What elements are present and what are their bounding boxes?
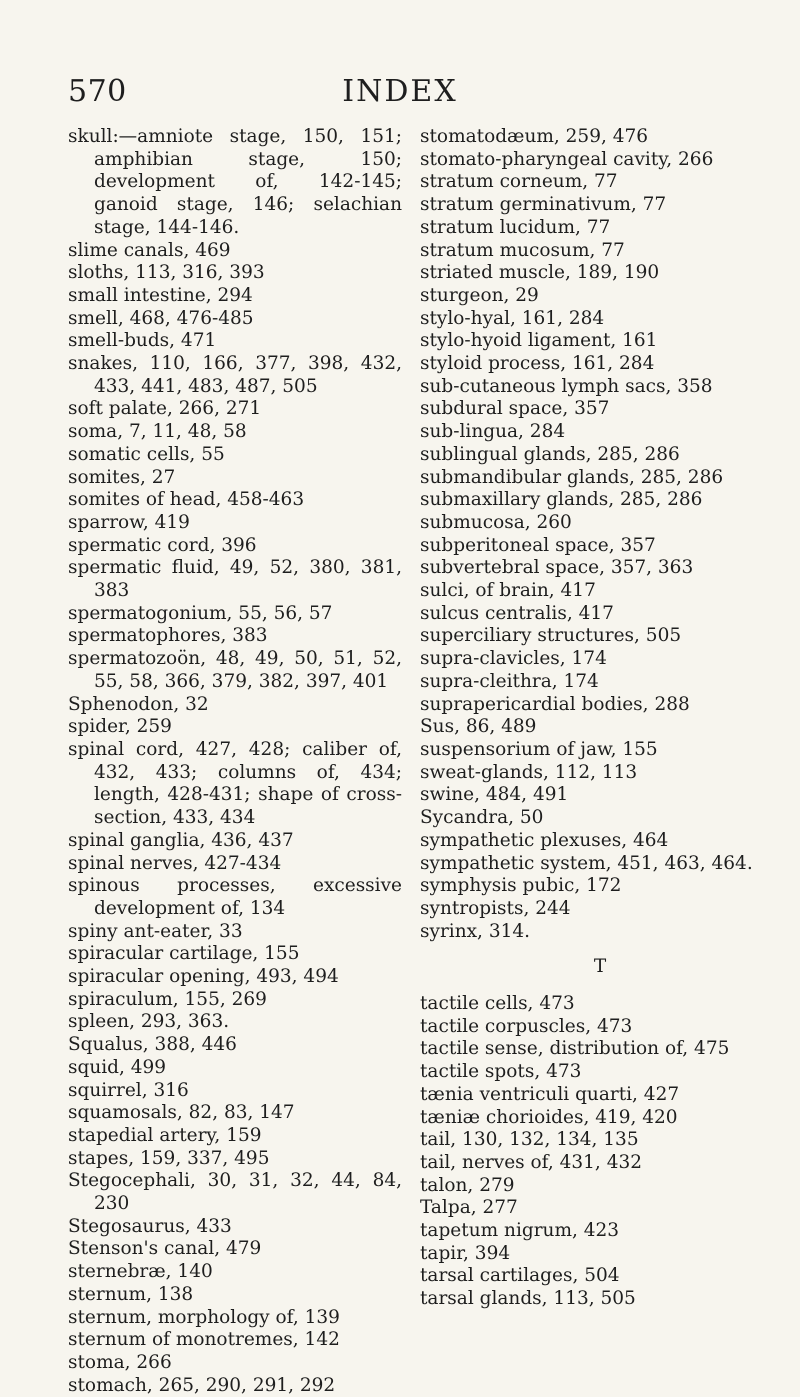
index-entry: sympathetic system, 451, 463, 464. bbox=[420, 852, 753, 874]
index-entry: stratum lucidum, 77 bbox=[420, 216, 611, 238]
index-entry: tactile corpuscles, 473 bbox=[420, 1015, 633, 1037]
index-entry: sub-lingua, 284 bbox=[420, 421, 566, 443]
index-group-t bbox=[420, 993, 780, 1311]
index-entry: Talpa, 277 bbox=[420, 1197, 518, 1219]
index-entry: stratum corneum, 77 bbox=[420, 171, 618, 193]
index-entry: spinal ganglia, 436, 437 bbox=[68, 829, 294, 851]
page-number: 570 bbox=[68, 74, 127, 109]
index-entry: sturgeon, 29 bbox=[420, 284, 539, 306]
index-entry: suprapericardial bodies, 288 bbox=[420, 693, 690, 715]
index-column-right bbox=[420, 126, 780, 1311]
index-entry: tapir, 394 bbox=[420, 1242, 511, 1264]
index-entry: sternum, 138 bbox=[68, 1283, 194, 1305]
index-entry: somites of head, 458-463 bbox=[68, 489, 305, 511]
index-entry: tail, 130, 132, 134, 135 bbox=[420, 1129, 639, 1151]
index-entry: Sycandra, 50 bbox=[420, 807, 544, 829]
index-entry: tænia ventriculi quarti, 427 bbox=[420, 1083, 680, 1105]
index-entry: striated muscle, 189, 190 bbox=[420, 262, 660, 284]
index-entry: tactile spots, 473 bbox=[420, 1061, 582, 1083]
index-column-left bbox=[68, 126, 402, 1397]
index-entry: snakes, 110, 166, 377, 398, 432, 433, 441, 483, 487, 505 bbox=[68, 353, 402, 397]
index-entry: squamosals, 82, 83, 147 bbox=[68, 1102, 295, 1124]
index-entry: spermatic cord, 396 bbox=[68, 534, 257, 556]
index-entry: stratum mucosum, 77 bbox=[420, 239, 625, 261]
index-entry: stomach, 265, 290, 291, 292 bbox=[68, 1374, 336, 1396]
index-entry: stylo-hyal, 161, 284 bbox=[420, 307, 605, 329]
index-entry: subvertebral space, 357, 363 bbox=[420, 557, 694, 579]
index-entry: supra-cleithra, 174 bbox=[420, 670, 599, 692]
index-entry: supra-clavicles, 174 bbox=[420, 648, 607, 670]
index-entry: subperitoneal space, 357 bbox=[420, 534, 656, 556]
index-entry: sulci, of brain, 417 bbox=[420, 580, 596, 602]
index-entry: styloid process, 161, 284 bbox=[420, 353, 655, 375]
index-entry: Sus, 86, 489 bbox=[420, 716, 537, 738]
index-entry: sternebræ, 140 bbox=[68, 1261, 213, 1283]
index-entry: stapes, 159, 337, 495 bbox=[68, 1147, 270, 1169]
index-entry: submucosa, 260 bbox=[420, 511, 572, 533]
section-letter: T bbox=[593, 956, 607, 978]
index-entry: spinal cord, 427, 428; caliber of, 432, 433; columns of, 434; length, 428-431; shape of cross-section, 433, 434 bbox=[68, 738, 402, 829]
index-group-s bbox=[420, 126, 780, 943]
index-entry: spiraculum, 155, 269 bbox=[68, 988, 267, 1010]
index-entry: sternum of monotremes, 142 bbox=[68, 1329, 340, 1351]
index-entry: spermatozoön, 48, 49, 50, 51, 52, 55, 58, 366, 379, 382, 397, 401 bbox=[68, 648, 402, 692]
index-entry: squid, 499 bbox=[68, 1056, 167, 1078]
index-entry: stapedial artery, 159 bbox=[68, 1124, 262, 1146]
index-entry: skull:—amniote stage, 150, 151; amphibian stage, 150; development of, 142-145; ganoid stage, 146; selachian stage, 144-146. bbox=[68, 126, 402, 238]
index-entry: syrinx, 314. bbox=[420, 920, 531, 942]
index-entry: stoma, 266 bbox=[68, 1351, 172, 1373]
index-entry: somites, 27 bbox=[68, 466, 176, 488]
index-entry: stylo-hyoid ligament, 161 bbox=[420, 330, 658, 352]
index-entry: spiracular cartilage, 155 bbox=[68, 943, 300, 965]
index-entry: squirrel, 316 bbox=[68, 1079, 189, 1101]
index-entry: submandibular glands, 285, 286 bbox=[420, 466, 724, 488]
index-entry: stomato-pharyngeal cavity, 266 bbox=[420, 148, 714, 170]
index-entry: tail, nerves of, 431, 432 bbox=[420, 1151, 643, 1173]
index-entry: somatic cells, 55 bbox=[68, 443, 225, 465]
index-entry: sweat-glands, 112, 113 bbox=[420, 761, 638, 783]
index-entry: small intestine, 294 bbox=[68, 284, 253, 306]
index-entry: superciliary structures, 505 bbox=[420, 625, 682, 647]
index-entry: Stegocephali, 30, 31, 32, 44, 84, 230 bbox=[68, 1170, 402, 1215]
index-entry: spider, 259 bbox=[68, 716, 172, 738]
index-entry: tæniæ chorioides, 419, 420 bbox=[420, 1106, 678, 1128]
index-entry: slime canals, 469 bbox=[68, 239, 231, 261]
index-entry: spermatogonium, 55, 56, 57 bbox=[68, 602, 333, 624]
index-entry: syntropists, 244 bbox=[420, 897, 571, 919]
index-entry: sloths, 113, 316, 393 bbox=[68, 262, 265, 284]
index-entry: spiracular opening, 493, 494 bbox=[68, 966, 339, 988]
index-entry: Sphenodon, 32 bbox=[68, 693, 209, 715]
index-entry: stratum germinativum, 77 bbox=[420, 194, 667, 216]
index-entry: spleen, 293, 363. bbox=[68, 1011, 230, 1033]
index-entry: subdural space, 357 bbox=[420, 398, 610, 420]
index-entry: soma, 7, 11, 48, 58 bbox=[68, 421, 247, 443]
index-entry: tactile sense, distribution of, 475 bbox=[420, 1038, 730, 1060]
index-entry: submaxillary glands, 285, 286 bbox=[420, 489, 703, 511]
index-entry: spermatic fluid, 49, 52, 380, 381, 383 bbox=[68, 557, 402, 602]
index-entry: smell-buds, 471 bbox=[68, 330, 217, 352]
index-entry: sublingual glands, 285, 286 bbox=[420, 443, 680, 465]
index-entry: Stenson's canal, 479 bbox=[68, 1238, 262, 1260]
index-entry: sympathetic plexuses, 464 bbox=[420, 829, 669, 851]
index-entry: sulcus centralis, 417 bbox=[420, 602, 614, 624]
index-entry: smell, 468, 476-485 bbox=[68, 307, 254, 329]
index-entry: stomatodæum, 259, 476 bbox=[420, 126, 649, 147]
index-entry: swine, 484, 491 bbox=[420, 784, 569, 806]
index-entry: Squalus, 388, 446 bbox=[68, 1034, 237, 1056]
index-entry: soft palate, 266, 271 bbox=[68, 398, 262, 420]
running-head: INDEX bbox=[342, 74, 458, 109]
index-entry: tarsal glands, 113, 505 bbox=[420, 1288, 636, 1310]
index-entry: tarsal cartilages, 504 bbox=[420, 1265, 620, 1287]
index-entry: suspensorium of jaw, 155 bbox=[420, 738, 658, 760]
index-entry: spermatophores, 383 bbox=[68, 625, 268, 647]
index-entry: sub-cutaneous lymph sacs, 358 bbox=[420, 375, 713, 397]
index-entry: sparrow, 419 bbox=[68, 511, 190, 533]
index-entry: tactile cells, 473 bbox=[420, 993, 575, 1015]
index-entry: sternum, morphology of, 139 bbox=[68, 1306, 340, 1328]
index-entry: spinous processes, excessive development of, 134 bbox=[68, 875, 402, 919]
index-entry: talon, 279 bbox=[420, 1174, 515, 1196]
index-entry: Stegosaurus, 433 bbox=[68, 1215, 232, 1237]
index-entry: spiny ant-eater, 33 bbox=[68, 920, 243, 942]
index-entry: spinal nerves, 427-434 bbox=[68, 852, 282, 874]
index-entry: tapetum nigrum, 423 bbox=[420, 1220, 620, 1242]
index-entry: symphysis pubic, 172 bbox=[420, 875, 622, 897]
